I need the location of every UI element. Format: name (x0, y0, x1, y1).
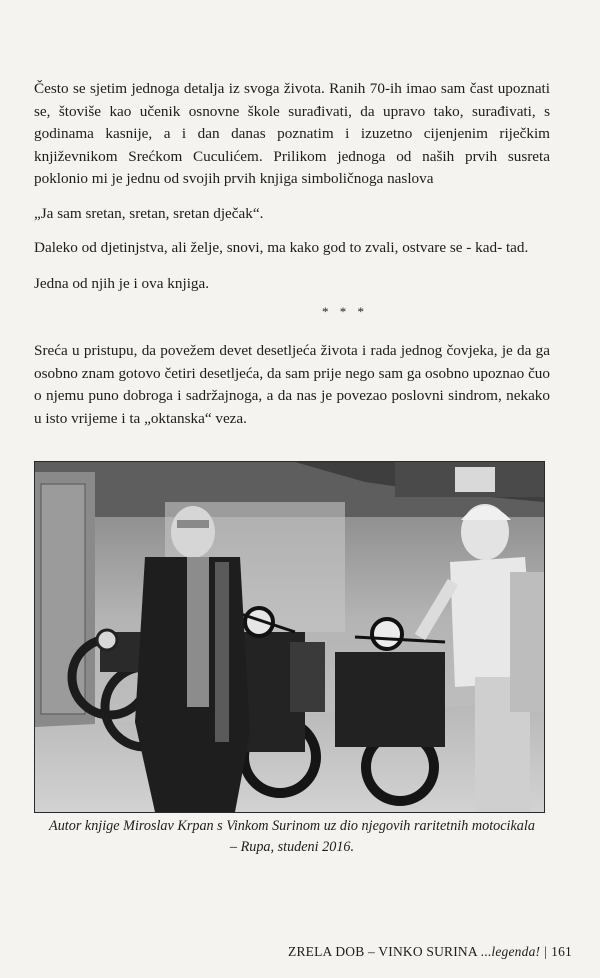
section-separator: * * * (322, 304, 368, 319)
running-title: ZRELA DOB – VINKO SURINA ... (288, 944, 492, 959)
paragraph-dreams: Daleko od djetinjstva, ali želje, snovi, ma kako god to zvali, ostvare se - kad- tad. (34, 239, 529, 256)
footer-separator: | (544, 944, 548, 959)
paragraph-intro: Često se sjetim jednoga detalja iz svoga života. Ranih 70-ih imao sam čast upoznati se, štoviše kao učenik osnovne škole surađivati, da upravo tako, surađivati, s godinama kasnije, a i dan danas poznatim i izuzetno cijenjenim riječkim književnikom Srećkom Cuculićem. Prilikom jednoga od naših prvih susreta poklonio mi je jednu od svojih prvih knjiga simboličnoga naslova (34, 80, 550, 187)
caption-line-1: Autor knjige Miroslav Krpan s Vinkom Surinom uz dio njegovih raritetnih motocikala (49, 818, 535, 834)
paragraph-this-book: Jedna od njih je i ova knjiga. (34, 275, 210, 292)
photo-caption (34, 816, 550, 858)
motorcycle-photo-illustration (35, 462, 544, 812)
caption-line-2: – Rupa, studeni 2016. (229, 839, 355, 855)
page-number: 161 (551, 944, 572, 959)
paragraph-luck: Sreća u pristupu, da povežem devet desetljeća života i rada jednog čovjeka, je da ga osobno znam gotovo četiri desetljeća, da sam prije nego sam ga osobno upoznao čuo o njemu puno dobroga i sadržajnoga, a da nas je povezao poslovni sindrom, nekako u isto vrijeme i ta „oktanska“ veza. (34, 342, 550, 427)
paragraph-book-title: „Ja sam sretan, sretan, sretan dječak“. (34, 205, 264, 222)
running-title-italic: legenda! (491, 944, 541, 959)
motorcycle-photo (34, 461, 545, 813)
page-footer (288, 944, 572, 960)
